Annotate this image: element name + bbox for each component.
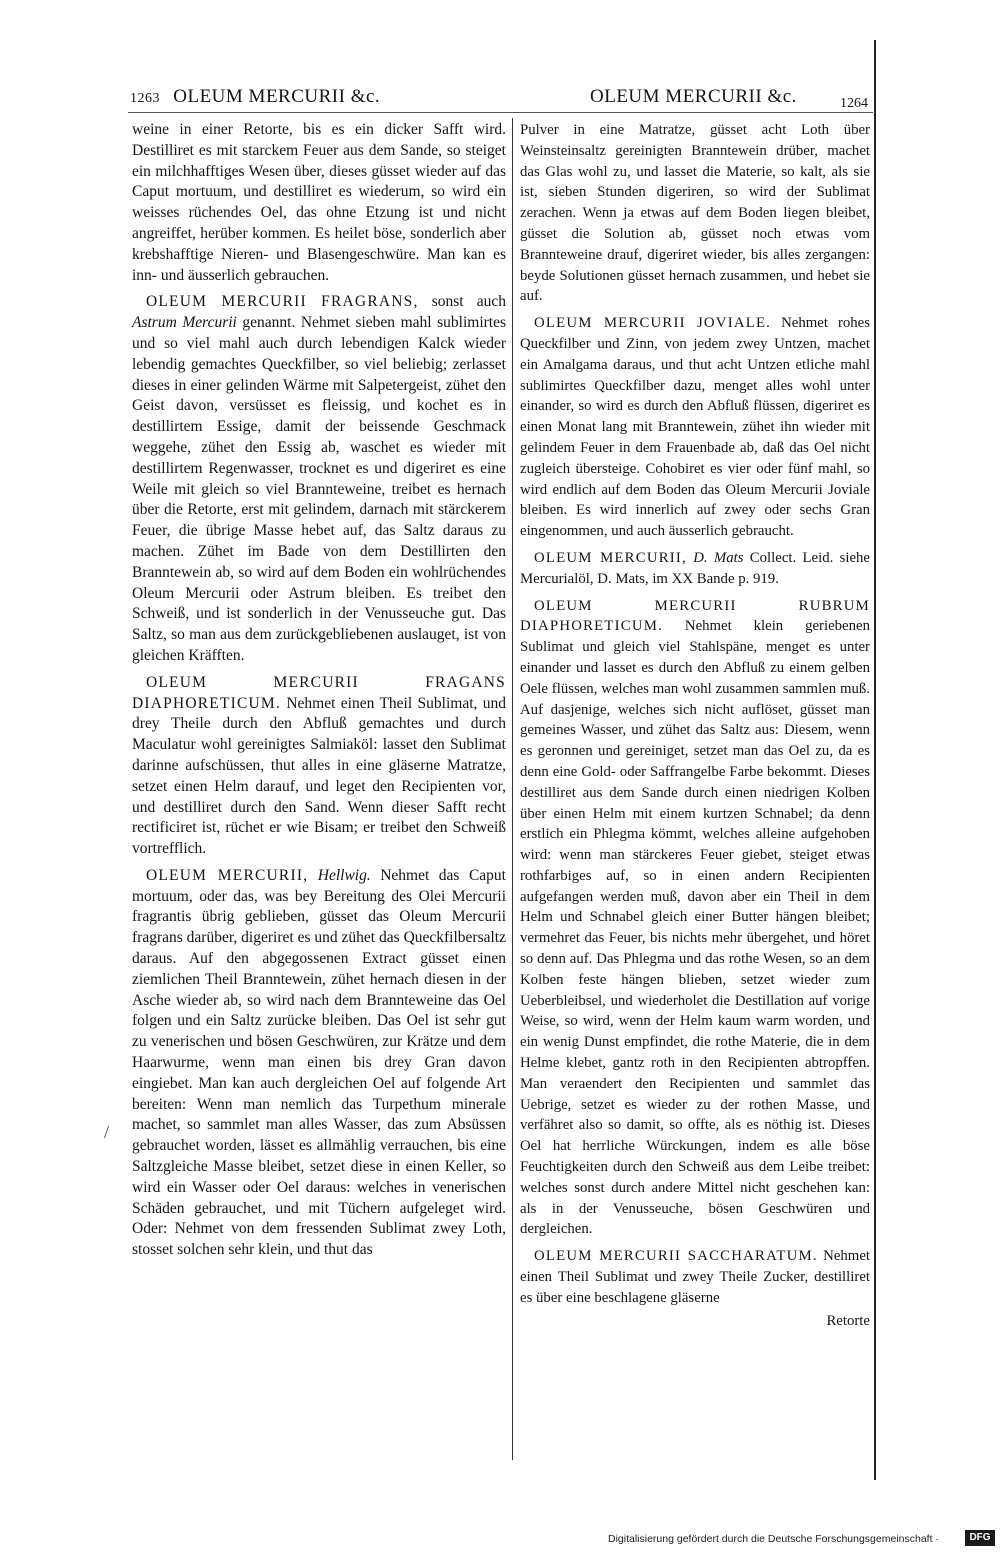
left-column: [132, 120, 506, 1263]
right-column: [520, 120, 870, 1331]
digitization-credit: Digitalisierung gefördert durch die Deutsche Forschungsgemeinschaft ·: [608, 1533, 939, 1545]
entry-text: Nehmet rohes Queckfilber und Zinn, von jedem zwey Untzen, machet ein Amalgama daraus, und thut acht Untzen etliche mahl sublimirtes Queckfilber dazu, menget alles wohl unter einander, so wird es durch den Abfluß flüssen, digeriret es einen Monat lang mit Branntewein, zühet ihn wieder mit gelindem Feuer in dem Frauenbade ab, daß das Oel nicht zugleich übersteige. Cohobiret es vier oder fünf mahl, so wird endlich auf dem Boden das Oleum Mercurii Joviale bleiben. Es wird innerlich auf zwey oder sechs Gran eingenommen, und auch äusserlich gebraucht.: [520, 315, 871, 540]
left-header-title: OLEUM MERCURII &c.: [173, 86, 381, 107]
right-page-number: 1264: [840, 96, 868, 111]
entry-lemma: OLEUM MERCURII SACCHARATUM.: [534, 1248, 818, 1265]
entry-oleum-mercurii-rubrum: [520, 596, 870, 1241]
paragraph: weine in einer Retorte, bis es ein dicker Safft wird. Destilliret es mit starckem Feuer aus dem Sande, so steiget ein milchhafftiges Wesen über, dieses güsset wieder auf das Caput mortuum, und destilliret es wiederum, so wird ein weisses rüchendes Oel, das ohne Etzung ist und nicht angreiffet, herüber kommen. Es heilet böse, sonderlich aber krebshafftige Nieren- und Blasengeschwüre. Man kan es inn- und äusserlich gebrauchen.: [132, 121, 506, 284]
paragraph: Pulver in eine Matratze, güsset acht Loth über Weinsteinsaltz gereinigten Branntewein drüber, machet das Glas wohl zu, und lasset die Materie, so kalt, als sie ist, sieben Stunden digeriren, so wird der Sublimat zerachen. Wenn ja etwas auf dem Boden liegen bleibet, güsset die Solution ab, güsset noch etwas vom Brannteweine drauf, digeriret wieder, bis alles zergangen: beyde Solutionen güsset hernach zusammen, und hebet sie auf.: [520, 122, 870, 305]
header-rule: [128, 112, 873, 113]
entry-lemma: OLEUM MERCURII,: [146, 866, 309, 884]
entry-oleum-mercurii-fragans-diaphoreticum: [132, 673, 506, 860]
entry-italic: Astrum Mercurii: [132, 314, 237, 332]
entry-italic: D. Mats: [693, 549, 744, 566]
entry-oleum-mercurii-hellwig: [132, 866, 506, 1261]
right-running-header: [590, 86, 797, 108]
entry-oleum-mercurii-fragrans: [132, 292, 506, 666]
left-running-header: [130, 86, 380, 108]
margin-mark: /: [104, 1122, 110, 1142]
left-page-number: 1263: [130, 91, 160, 106]
catchword: Retorte: [826, 1312, 870, 1329]
entry-text: Nehmet einen Theil Sublimat, und drey Theile durch den Abfluß gemachtes und durch Maculatur wohl gereinigtes Salmiaköl: lasset den Sublimat darinne aufschüssen, thut alles in eine gläserne Matratze, setzet einen Helm darauf, und leget den Recipienten vor, und destilliret durch den Sand. Wenn dieser Safft recht rectificiret ist, rüchet er wie Bisam; er treibet den Schweiß vortrefflich.: [132, 694, 506, 858]
entry-oleum-mercurii-mats: [520, 548, 870, 590]
entry-text: Nehmet klein geriebenen Sublimat und gleich viel Stahlspäne, menget es unter einander und lasset es durch den Abfluß zu einem gelben Oele flüssen, welches man wohl zusammen sammlen muß. Auf dasjenige, welches sich nicht auflöset, güsset man gemeines Wasser, und zühet das Saltz aus: Diesem, wenn es geronnen und gereiniget, setzet man das Oel zu, da es denn eine Gold- oder Saffrangelbe Farbe bekommt. Dieses destilliret aus dem Sande durch einen niedrigen Kolben über einen Helm mit einem kurtzen Schnabel; da denn erstlich ein Phlegma kömmt, welches alleine aufgehoben wird: wenn man stärckeres Feuer giebet, steiget etwas rothfarbiges auf, so in einen andern Recipienten aufgefangen werden muß, davon aber ein Theil in dem Helm und Schnabel gleich einer Butter hängen bleibet; vermehret das Feuer, bis nichts mehr übergehet, und höret so denn auf. Das Phlegma und das rothe Wesen, so an dem Kolben feste hängen blieben, setzet wieder zum Ueberbleibsel, und wiederholet die Destillation auf vorige Weise, so wird, wenn der Helm kaum warm worden, und ein wenig Dunst empfindet, die rothe Materie, die in dem Helme klebet, gantz roth in den Recipienten abtropffen. Man veraendert den Recipienten und sammlet das Uebrige, setzet es wieder zu der rothen Masse, und verfähret also so damit, so offte, als es nöthig ist. Dieses Oel hat herrliche Würckungen, indem es alle böse Feuchtigkeiten durch den Schweiß aus dem Leibe treibet: welches sonst durch andere Mittel nicht geschehen kan: als in der Venusseuche, bösen Geschwüren und dergleichen.: [520, 618, 870, 1238]
entry-lemma: OLEUM MERCURII FRAGANS DIAPHORETICUM.: [132, 673, 506, 712]
entry-text: genannt. Nehmet sieben mahl sublimirtes und so viel mahl auch durch lebendigen Kalck wieder lebendig gemachtes Queckfilber, so viel beliebig; zerlasset dieses in einer gelinden Wärme mit Salpetergeist, zühet den Geist davon, versüsset es fleissig, und kochet es in destillirtem Essige, damit der beissende Geschmack weggehe, zühet den Essig ab, waschet es wieder mit destillirtem Regenwasser, trocknet es und digeriret es eine Weile mit gleich so viel Brannteweine, treibet es hernach über die Retorte, erst mit gelindem, darnach mit stärckerem Feuer, die übrige Masse hebet auf, das Saltz daraus zu machen. Zühet im Bade von dem Destillirten den Branntewein ab, so wird auf dem Boden ein wohlrüchendes Oleum Mercurii oder Astrum bleiben. Es treibet den Schweiß, und ist sonderlich in der Venusseuche gut. Das Saltz, so man aus dem zurückgebliebenen auslauget, ist von gleichen Kräfften.: [132, 314, 507, 664]
entry-lemma: OLEUM MERCURII RUBRUM DIAPHORETICUM.: [520, 597, 870, 635]
entry-lemma: OLEUM MERCURII JOVIALE.: [534, 315, 772, 332]
page-edge-rule: [874, 40, 876, 1480]
column-divider: [512, 118, 513, 1460]
entry-text: Nehmet das Caput mortuum, oder das, was bey Bereitung des Olei Mercurii fragrantis übrig geblieben, güsset das Oleum Mercurii fragrans darüber, digeriret es und zühet das Queckfilbersaltz daraus. Auf den abgegossenen Extract güsset einen ziemlichen Theil Branntewein, zühet hernach diesen in der Asche wieder ab, so wird nach dem Brannteweine das Oel folgen und ein Saltz zurücke bleiben. Das Oel ist sehr gut zu venerischen und bösen Geschwüren, zur Krätze und dem Haarwurme, wenn man einen bis drey Gran davon eingiebet. Man kan auch dergleichen Oel auf folgende Art bereiten: Wenn man nemlich das Turpethum minerale machet, so sammlet man alles Wasser, das zum Absüssen gebrauchet worden, lässet es allmählig verrauchen, bis eine Saltzgleiche Masse bleibet, setzet diese in einen Keller, so wird ein Wasser oder Oel daraus: welches in venerischen Schäden gebrauchet, und mit Tüchern aufgeleget wird. Oder: Nehmet von dem fressenden Sublimat zwey Loth, stosset solchen sehr klein, und thut das: [132, 866, 506, 1259]
right-header-title: OLEUM MERCURII &c.: [590, 86, 797, 107]
entry-text: sonst auch: [431, 293, 506, 311]
entry-oleum-mercurii-joviale: [520, 313, 870, 542]
entry-text: Collect. Leid. siehe Mercurialöl, D. Mats, im XX Bande p. 919.: [520, 549, 870, 587]
entry-lemma: OLEUM MERCURII FRAGRANS,: [146, 293, 419, 311]
dfg-logo: DFG: [965, 1530, 995, 1546]
entry-text: Nehmet einen Theil Sublimat und zwey Theile Zucker, destilliret es über eine beschlagene gläserne: [520, 1248, 870, 1306]
entry-oleum-mercurii-saccharatum: [520, 1246, 870, 1308]
entry-lemma: OLEUM MERCURII,: [534, 549, 687, 566]
entry-italic: Hellwig.: [317, 866, 371, 884]
